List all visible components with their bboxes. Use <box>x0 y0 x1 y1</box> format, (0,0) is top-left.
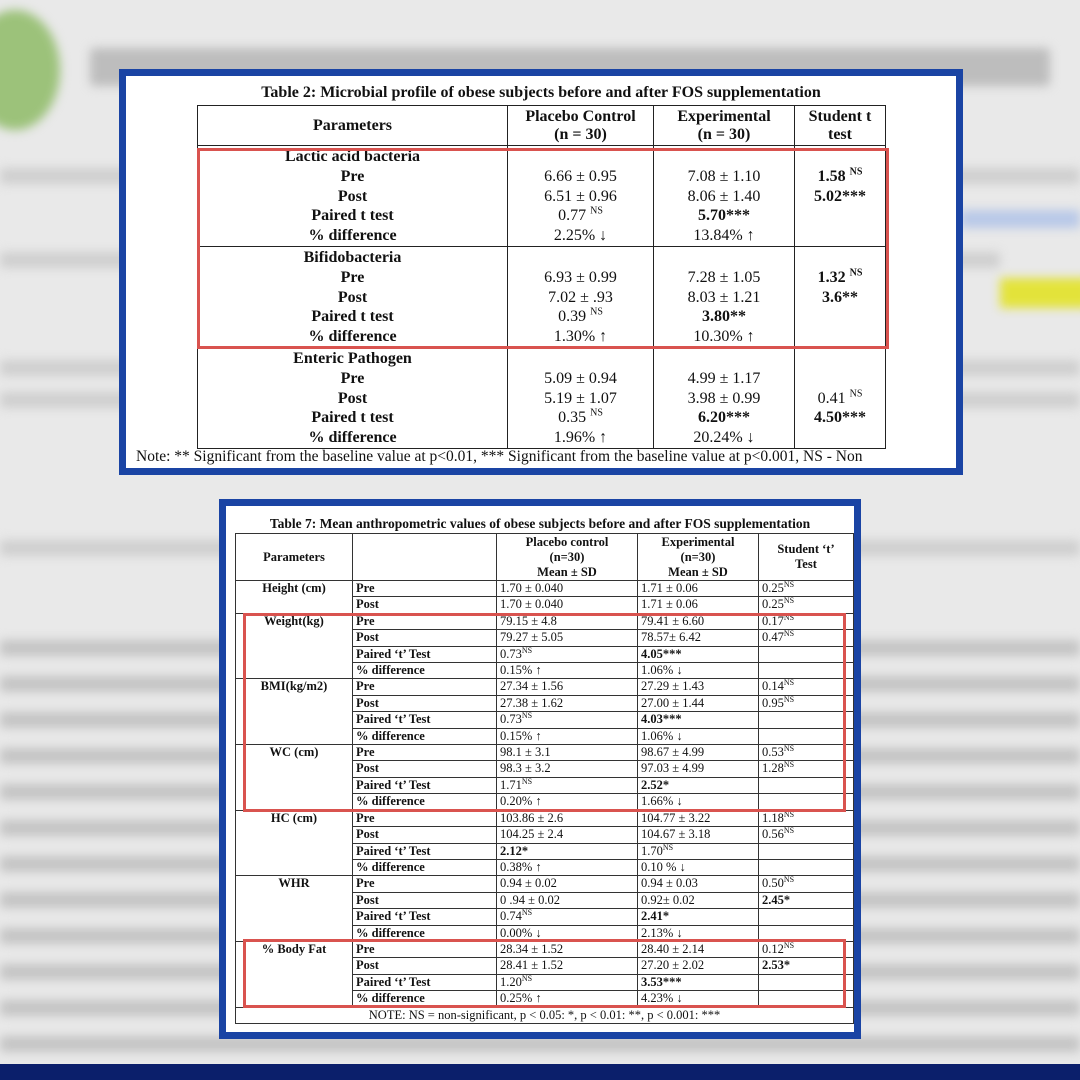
table2-header-placebo: Placebo Control (n = 30) <box>508 106 654 146</box>
table7-condition: Post <box>353 827 497 843</box>
table7-experimental-value: 1.71 ± 0.06 <box>638 581 759 597</box>
table7-student-t-value: $0.25^{NS}$ <box>759 597 854 613</box>
table7-experimental-value: 4.05*** <box>638 646 759 662</box>
table7-experimental-value: 28.40 ± 2.14 <box>638 941 759 957</box>
table7-student-t-value: $0.14^{NS}$ <box>759 679 854 695</box>
table7-header-experimental: Experimental (n=30) Mean ± SD <box>638 534 759 581</box>
table7-student-t-value: $1.18^{NS}$ <box>759 810 854 826</box>
table7-experimental-value: 104.77 ± 3.22 <box>638 810 759 826</box>
table2-note: Note: ** Significant from the baseline value at p<0.01, *** Significant from the baseline value at p<0.001, NS - Non <box>136 448 863 465</box>
table7-condition: % difference <box>353 794 497 810</box>
table7-condition: Paired ‘t’ Test <box>353 843 497 859</box>
table2-param-cell: Enteric Pathogen Pre Post Paired t test % difference <box>198 347 508 448</box>
table2-block-bifido <box>198 246 886 347</box>
table7-student-t-value: $0.25^{NS}$ <box>759 581 854 597</box>
table7-parameter-name: WC (cm) <box>236 745 353 811</box>
table7-header-student-t: Student ‘t’ Test <box>759 534 854 581</box>
table7-row <box>236 876 854 892</box>
table7-parameter-name: Weight(kg) <box>236 613 353 679</box>
table7-student-t-value <box>759 646 854 662</box>
table2 <box>197 105 886 449</box>
table7-condition: Pre <box>353 679 497 695</box>
table2-experimental-cell: 7.28 ± 1.05 8.03 ± 1.21 3.80** 10.30% ↑ <box>654 246 795 347</box>
table7-experimental-value: 0.92± 0.02 <box>638 892 759 908</box>
table7-placebo-value: 79.27 ± 5.05 <box>497 630 638 646</box>
table2-experimental-cell: 7.08 ± 1.10 8.06 ± 1.40 5.70*** 13.84% ↑ <box>654 146 795 247</box>
table7-student-t-value: 2.53* <box>759 958 854 974</box>
table7-condition: Pre <box>353 941 497 957</box>
table2-experimental-cell: 4.99 ± 1.17 3.98 ± 0.99 6.20*** 20.24% ↓ <box>654 347 795 448</box>
table2-title: Table 2: Microbial profile of obese subjects before and after FOS supplementation <box>261 84 821 101</box>
table7-condition: Post <box>353 695 497 711</box>
table7-experimental-value: 2.52* <box>638 777 759 793</box>
table7-condition: Pre <box>353 810 497 826</box>
table7-condition: Paired ‘t’ Test <box>353 646 497 662</box>
table7-condition: Paired ‘t’ Test <box>353 909 497 925</box>
table7-condition: Paired ‘t’ Test <box>353 974 497 990</box>
table2-header-parameters: Parameters <box>198 106 508 146</box>
table7-row <box>236 581 854 597</box>
table7-experimental-value: 27.20 ± 2.02 <box>638 958 759 974</box>
table7-placebo-value: $0.73^{NS}$ <box>497 712 638 728</box>
table7-experimental-value: 1.66% ↓ <box>638 794 759 810</box>
table7-student-t-value <box>759 712 854 728</box>
table7-placebo-value: $1.71^{NS}$ <box>497 777 638 793</box>
table7-placebo-value: 103.86 ± 2.6 <box>497 810 638 826</box>
table7-condition: Pre <box>353 745 497 761</box>
table7-header-condition <box>353 534 497 581</box>
table7-condition: Pre <box>353 613 497 629</box>
table2-student-t-cell: 1.32 $^{NS}$ 3.6** <box>795 246 886 347</box>
table7-student-t-value <box>759 728 854 744</box>
table7-placebo-value: 98.1 ± 3.1 <box>497 745 638 761</box>
table7-condition: % difference <box>353 728 497 744</box>
table7-experimental-value: 1.71 ± 0.06 <box>638 597 759 613</box>
table7-condition: Paired ‘t’ Test <box>353 777 497 793</box>
table7-note: NOTE: NS = non-significant, p < 0.05: *, p < 0.01: **, p < 0.001: *** <box>236 1007 854 1023</box>
table7-condition: Post <box>353 892 497 908</box>
table7-student-t-value: 2.45* <box>759 892 854 908</box>
table7-placebo-value: 2.12* <box>497 843 638 859</box>
table2-student-t-cell: 0.41 $^{NS}$ 4.50*** <box>795 347 886 448</box>
table7-experimental-value: 0.94 ± 0.03 <box>638 876 759 892</box>
table7-experimental-value: 4.23% ↓ <box>638 991 759 1007</box>
table7-header-row <box>236 534 854 581</box>
table7-student-t-value <box>759 663 854 679</box>
table7-title: Table 7: Mean anthropometric values of obese subjects before and after FOS supplementation <box>269 516 811 531</box>
table7-student-t-value <box>759 991 854 1007</box>
table7-parameter-name: % Body Fat <box>236 941 353 1007</box>
table7-condition: Post <box>353 761 497 777</box>
table7-placebo-value: 1.70 ± 0.040 <box>497 597 638 613</box>
table7-student-t-value: $0.50^{NS}$ <box>759 876 854 892</box>
table7-placebo-value: 0.38% ↑ <box>497 859 638 875</box>
table7-student-t-value <box>759 843 854 859</box>
table7-placebo-value: $1.20^{NS}$ <box>497 974 638 990</box>
table7-student-t-value: $1.28^{NS}$ <box>759 761 854 777</box>
table7-placebo-value: 28.34 ± 1.52 <box>497 941 638 957</box>
table7-student-t-value <box>759 794 854 810</box>
table7-placebo-value: 0.25% ↑ <box>497 991 638 1007</box>
table7-experimental-value: 2.41* <box>638 909 759 925</box>
table7-experimental-value: 27.29 ± 1.43 <box>638 679 759 695</box>
table2-param-cell: Lactic acid bacteria Pre Post Paired t test % difference <box>198 146 508 247</box>
table7 <box>235 533 854 1024</box>
table7-condition: Post <box>353 630 497 646</box>
table7-parameter-name: Height (cm) <box>236 581 353 614</box>
table7-placebo-value: 27.38 ± 1.62 <box>497 695 638 711</box>
table7-student-t-value: $0.17^{NS}$ <box>759 613 854 629</box>
table7-student-t-value: $0.56^{NS}$ <box>759 827 854 843</box>
table7-experimental-value: 1.06% ↓ <box>638 728 759 744</box>
table7-student-t-value <box>759 777 854 793</box>
table7-experimental-value: 4.03*** <box>638 712 759 728</box>
table7-experimental-value: 104.67 ± 3.18 <box>638 827 759 843</box>
table7-experimental-value: 3.53*** <box>638 974 759 990</box>
table7-experimental-value: 2.13% ↓ <box>638 925 759 941</box>
table7-placebo-value: $0.73^{NS}$ <box>497 646 638 662</box>
table2-placebo-cell: 6.66 ± 0.95 6.51 ± 0.96 0.77 $^{NS}$ 2.25% ↓ <box>508 146 654 247</box>
table7-experimental-value: 1.06% ↓ <box>638 663 759 679</box>
table2-frame <box>119 69 963 475</box>
table7-header-parameters: Parameters <box>236 534 353 581</box>
table7-placebo-value: 1.70 ± 0.040 <box>497 581 638 597</box>
table7-placebo-value: 0.15% ↑ <box>497 728 638 744</box>
table7-student-t-value: $0.53^{NS}$ <box>759 745 854 761</box>
table7-parameter-name: WHR <box>236 876 353 942</box>
table7-placebo-value: 27.34 ± 1.56 <box>497 679 638 695</box>
table7-experimental-value: 79.41 ± 6.60 <box>638 613 759 629</box>
table7-condition: Pre <box>353 876 497 892</box>
table7-row <box>236 941 854 957</box>
table7-row <box>236 679 854 695</box>
table7-row <box>236 810 854 826</box>
table7-parameter-name: HC (cm) <box>236 810 353 876</box>
table2-param-cell: Bifidobacteria Pre Post Paired t test % difference <box>198 246 508 347</box>
table2-header-experimental: Experimental (n = 30) <box>654 106 795 146</box>
table2-placebo-cell: 5.09 ± 0.94 5.19 ± 1.07 0.35 $^{NS}$ 1.96% ↑ <box>508 347 654 448</box>
table7-student-t-value <box>759 909 854 925</box>
table7-student-t-value: $0.95^{NS}$ <box>759 695 854 711</box>
table7-experimental-value: 98.67 ± 4.99 <box>638 745 759 761</box>
table2-block-lactic <box>198 146 886 247</box>
table7-placebo-value: 104.25 ± 2.4 <box>497 827 638 843</box>
table7-condition: Paired ‘t’ Test <box>353 712 497 728</box>
table7-placebo-value: $0.74^{NS}$ <box>497 909 638 925</box>
table7-experimental-value: 97.03 ± 4.99 <box>638 761 759 777</box>
table7-placebo-value: 98.3 ± 3.2 <box>497 761 638 777</box>
table7-condition: Post <box>353 597 497 613</box>
table2-block-enteric <box>198 347 886 448</box>
table7-parameter-name: BMI(kg/m2) <box>236 679 353 745</box>
table7-student-t-value <box>759 859 854 875</box>
table7-experimental-value: 27.00 ± 1.44 <box>638 695 759 711</box>
table7-placebo-value: 28.41 ± 1.52 <box>497 958 638 974</box>
table7-placebo-value: 0.00% ↓ <box>497 925 638 941</box>
table7-condition: % difference <box>353 859 497 875</box>
table7-row <box>236 745 854 761</box>
table7-note-row <box>236 1007 854 1023</box>
table7-student-t-value: $0.12^{NS}$ <box>759 941 854 957</box>
table2-placebo-cell: 6.93 ± 0.99 7.02 ± .93 0.39 $^{NS}$ 1.30% ↑ <box>508 246 654 347</box>
table7-condition: % difference <box>353 991 497 1007</box>
table7-condition: % difference <box>353 925 497 941</box>
table2-student-t-cell: 1.58 $^{NS}$ 5.02*** <box>795 146 886 247</box>
table7-placebo-value: 0.94 ± 0.02 <box>497 876 638 892</box>
table7-student-t-value <box>759 974 854 990</box>
table2-header-student-t: Student t test <box>795 106 886 146</box>
table7-experimental-value: $1.70^{NS}$ <box>638 843 759 859</box>
table7-row <box>236 613 854 629</box>
table2-header-row <box>198 106 886 146</box>
table7-condition: % difference <box>353 663 497 679</box>
table7-student-t-value <box>759 925 854 941</box>
table7-body <box>236 581 854 1008</box>
table7-header-placebo: Placebo control (n=30) Mean ± SD <box>497 534 638 581</box>
table7-experimental-value: 0.10 % ↓ <box>638 859 759 875</box>
table7-placebo-value: 79.15 ± 4.8 <box>497 613 638 629</box>
table7-frame <box>219 499 861 1039</box>
table7-experimental-value: 78.57± 6.42 <box>638 630 759 646</box>
table7-placebo-value: 0.15% ↑ <box>497 663 638 679</box>
table7-condition: Pre <box>353 581 497 597</box>
table7-student-t-value: $0.47^{NS}$ <box>759 630 854 646</box>
table7-placebo-value: 0.20% ↑ <box>497 794 638 810</box>
table7-condition: Post <box>353 958 497 974</box>
table7-placebo-value: 0 .94 ± 0.02 <box>497 892 638 908</box>
